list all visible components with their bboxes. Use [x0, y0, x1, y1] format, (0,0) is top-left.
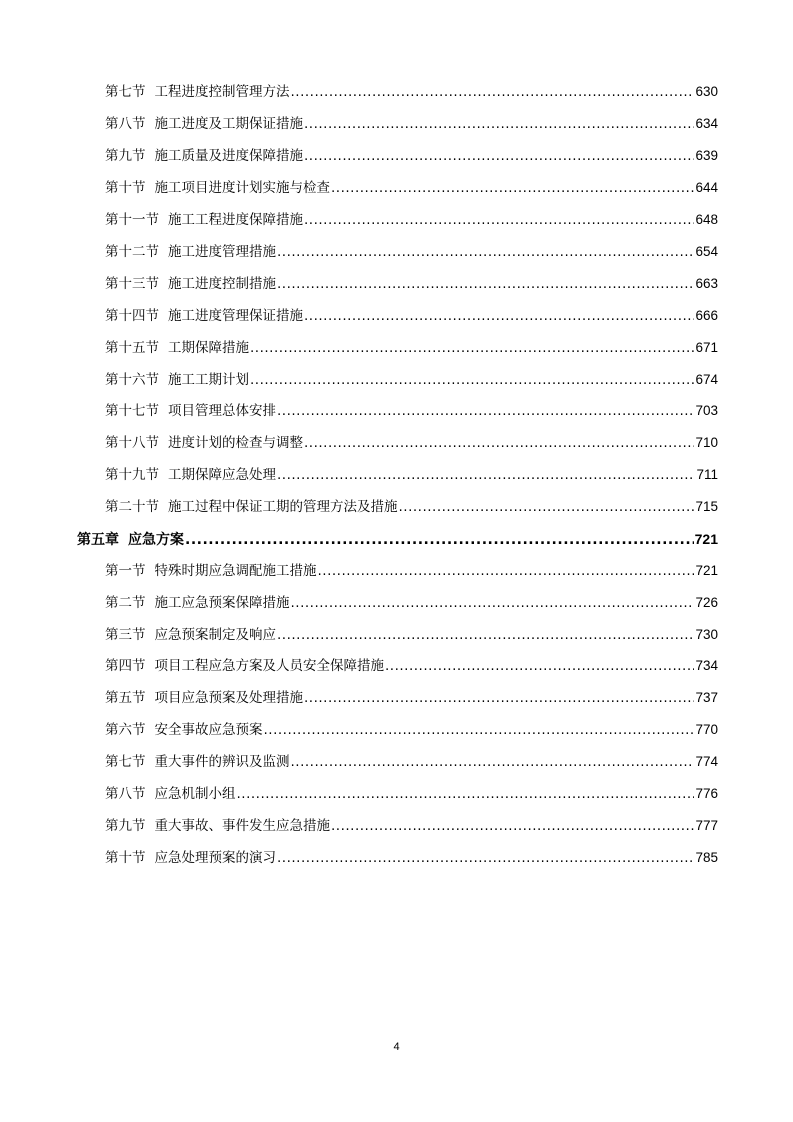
toc-entry-page: 630 [695, 84, 718, 99]
toc-entry-page: 785 [695, 850, 718, 865]
toc-entry-title: 施工进度管理保证措施 [168, 308, 303, 324]
toc-entry-title: 施工工期计划 [168, 372, 249, 388]
toc-entry-title: 工程进度控制管理方法 [154, 84, 290, 100]
toc-entry-title: 施工应急预案保障措施 [154, 595, 290, 611]
toc-entry-title: 重大事故、事件发生应急措施 [154, 818, 330, 834]
toc-entry-number: 第十五节 [105, 340, 159, 356]
dot-leader [250, 369, 694, 391]
toc-chapter-entry[interactable] [77, 528, 718, 550]
dot-leader [318, 560, 695, 582]
toc-entry-title: 施工进度控制措施 [168, 276, 276, 292]
toc-entry-page: 737 [695, 690, 718, 705]
dot-leader [277, 400, 694, 422]
toc-entry-number: 第十六节 [105, 372, 159, 388]
toc-entry-title: 施工项目进度计划实施与检查 [154, 180, 330, 196]
toc-entry-number: 第十二节 [105, 244, 159, 260]
toc-entry-number: 第一节 [105, 563, 146, 579]
toc-entry-title: 施工工程进度保障措施 [168, 212, 303, 228]
toc-entry-page: 715 [695, 499, 718, 514]
dot-leader [250, 337, 694, 359]
dot-leader [304, 113, 694, 135]
toc-entry-title: 特殊时期应急调配施工措施 [154, 563, 317, 579]
toc-entry-number: 第十四节 [105, 308, 159, 324]
toc-entry-title: 工期保障措施 [168, 340, 249, 356]
dot-leader [277, 241, 694, 263]
page-number: 4 [393, 1041, 400, 1053]
toc-entry-page: 663 [695, 276, 718, 291]
toc-entry-page: 710 [695, 435, 718, 450]
toc-entry-number: 第十九节 [105, 467, 159, 483]
toc-entry-page: 774 [695, 754, 718, 769]
dot-leader [291, 592, 695, 614]
toc-entry[interactable] [105, 751, 718, 773]
toc-entry-page: 703 [695, 403, 718, 418]
toc-entry-number: 第十节 [105, 850, 146, 866]
toc-entry[interactable] [105, 560, 718, 582]
toc-entry[interactable] [105, 145, 718, 167]
toc-entry-page: 726 [695, 595, 718, 610]
toc-entry[interactable] [105, 337, 718, 359]
dot-leader [304, 687, 694, 709]
toc-entry-title: 进度计划的检查与调整 [168, 435, 303, 451]
dot-leader [385, 655, 694, 677]
dot-leader [277, 464, 695, 486]
dot-leader [277, 273, 694, 295]
toc-entry[interactable] [105, 687, 718, 709]
toc-entry-number: 第十八节 [105, 435, 159, 451]
toc-entry-number: 第九节 [105, 818, 146, 834]
toc-entry-title: 施工进度及工期保证措施 [154, 116, 303, 132]
toc-entry[interactable] [105, 241, 718, 263]
toc-entry-number: 第十三节 [105, 276, 159, 292]
toc-entry[interactable] [105, 464, 718, 486]
toc-entry-number: 第五节 [105, 690, 146, 706]
toc-entry-title: 项目管理总体安排 [168, 403, 276, 419]
toc-entry-title: 安全事故应急预案 [154, 722, 263, 738]
toc-entry-page: 644 [695, 180, 718, 195]
toc-entry-page: 777 [695, 818, 718, 833]
dot-leader [304, 145, 694, 167]
dot-leader [237, 783, 695, 805]
dot-leader [304, 432, 694, 454]
toc-chapter-title: 应急方案 [128, 532, 184, 548]
toc-entry[interactable] [105, 400, 718, 422]
dot-leader [185, 529, 694, 551]
toc-entry-page: 730 [695, 627, 718, 642]
toc-entry[interactable] [105, 177, 718, 199]
toc-entry[interactable] [105, 815, 718, 837]
toc-entry-title: 项目应急预案及处理措施 [154, 690, 303, 706]
dot-leader [264, 719, 695, 741]
dot-leader [277, 847, 694, 869]
toc-entry[interactable] [105, 624, 718, 646]
toc-entry[interactable] [105, 432, 718, 454]
toc-entry-page: 721 [695, 563, 718, 578]
toc-entry-page: 639 [695, 148, 718, 163]
toc-entry[interactable] [105, 655, 718, 677]
toc-entry-number: 第二十节 [105, 499, 159, 515]
toc-entry-page: 666 [695, 308, 718, 323]
dot-leader [291, 751, 695, 773]
toc-entry-number: 第七节 [105, 84, 146, 100]
toc-entry-page: 671 [695, 340, 718, 355]
toc-entry[interactable] [105, 113, 718, 135]
dot-leader [291, 81, 695, 103]
toc-entry[interactable] [105, 273, 718, 295]
toc-entry-page: 648 [695, 212, 718, 227]
toc-entry-number: 第四节 [105, 658, 146, 674]
toc-entry-title: 项目工程应急方案及人员安全保障措施 [154, 658, 384, 674]
toc-entry-number: 第二节 [105, 595, 146, 611]
toc-entry[interactable] [105, 847, 718, 869]
toc-entry-title: 施工过程中保证工期的管理方法及措施 [168, 499, 398, 515]
toc-entry-title: 应急处理预案的演习 [154, 850, 276, 866]
toc-entry[interactable] [105, 592, 718, 614]
toc-entry[interactable] [105, 369, 718, 391]
toc-entry[interactable] [105, 719, 718, 741]
dot-leader [331, 815, 694, 837]
dot-leader [304, 209, 694, 231]
dot-leader [277, 624, 694, 646]
toc-entry-title: 施工进度管理措施 [168, 244, 276, 260]
toc-entry-page: 654 [695, 244, 718, 259]
dot-leader [399, 496, 695, 518]
toc-entry-number: 第八节 [105, 116, 146, 132]
toc-entry-title: 施工质量及进度保障措施 [154, 148, 303, 164]
toc-entry-page: 770 [695, 722, 718, 737]
toc-entry[interactable] [105, 783, 718, 805]
toc-entry-number: 第六节 [105, 722, 146, 738]
toc-entry-number: 第十节 [105, 180, 146, 196]
toc-entry-number: 第十一节 [105, 212, 159, 228]
toc-entry-page: 674 [695, 372, 718, 387]
toc-entry-number: 第八节 [105, 786, 146, 802]
toc-entry-page: 776 [695, 786, 718, 801]
toc-entry[interactable] [105, 81, 718, 103]
dot-leader [304, 305, 694, 327]
toc-entry[interactable] [105, 209, 718, 231]
toc-entry-title: 重大事件的辨识及监测 [154, 754, 290, 770]
toc-entry-number: 第九节 [105, 148, 146, 164]
toc-entry-number: 第七节 [105, 754, 146, 770]
toc-entry-page: 634 [695, 116, 718, 131]
toc-chapter-number: 第五章 [77, 532, 119, 548]
toc-entry-title: 应急预案制定及响应 [154, 627, 276, 643]
toc-entry-number: 第十七节 [105, 403, 159, 419]
toc-entry-page: 734 [695, 658, 718, 673]
toc-entry-title: 应急机制小组 [154, 786, 236, 802]
toc-chapter-page: 721 [694, 531, 718, 547]
toc-entry-title: 工期保障应急处理 [168, 467, 276, 483]
toc-entry-number: 第三节 [105, 627, 146, 643]
dot-leader [331, 177, 694, 199]
toc-entry[interactable] [105, 305, 718, 327]
toc-entry-page: 711 [696, 467, 718, 482]
toc-entry[interactable] [105, 496, 718, 518]
